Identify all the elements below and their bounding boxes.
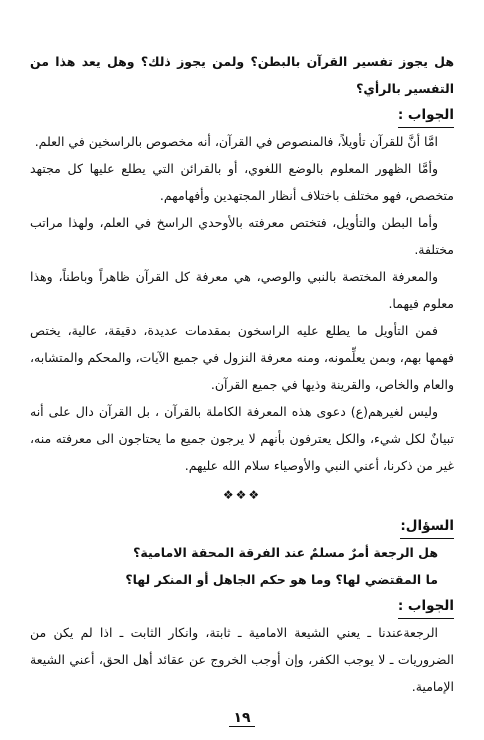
answer-1-paragraph-1: امَّا أنَّ للقرآن تأويلاً، فالمنصوص في القرآن، أنه مخصوص بالراسخين في العلم. <box>34 134 438 149</box>
answer-2-paragraph: الرجعةعندنا ـ يعني الشيعة الامامية ـ ثابتة، وانكار الثابت ـ اذا لم يكن من الضروريات ـ لا يوجب الكفر، وإن أوجب الخروج عن عقائد أهل الحق، أعني الشيعة الإمامية. <box>30 625 454 694</box>
answer-1-paragraph-6: وليس لغيرهم(ع) دعوى هذه المعرفة الكاملة بالقرآن ، بل القرآن دال على أنه تبيانٌ لكل شيء، والكل يعترفون بأنهم لا يرجون جميع ما يحتاجون الى معرفته منه، غير من ذكرنا، أعني النبي والأوصياء سلام الله عليهم. <box>30 404 454 473</box>
answer-2-label: الجواب : <box>398 595 454 619</box>
question-2-line-2: ما المقتضي لها؟ وما هو حكم الجاهل أو المنكر لها؟ <box>125 572 438 587</box>
answer-1-paragraph-4: والمعرفة المختصة بالنبي والوصي، هي معرفة كل القرآن ظاهراً وباطناً، وهذا معلوم فيهما. <box>30 269 454 311</box>
answer-1-paragraph-2: وأمَّا الظهور المعلوم بالوضع اللغوي، أو بالقرائن التي يطلع عليها كل مجتهد متخصص، فهو مختلف باختلاف أنظار المجتهدين وأفهامهم. <box>30 161 454 203</box>
answer-1-paragraph-5: فمن التأويل ما يطلع عليه الراسخون بمقدمات عديدة، دقيقة، عالية، يختص فهمها بهم، وبمن يعلِّمونه، ومنه معرفة النزول في جميع الآيات، والمحكم والمتشابه، والعام والخاص، والقرينة وذيها في جميع القرآن. <box>30 323 454 392</box>
answer-1-paragraph-3: وأما البطن والتأويل، فتختص معرفته بالأوحدي الراسخ في العلم، ولهذا مراتب مختلفة. <box>30 215 454 257</box>
answer-1-heading-row <box>30 102 454 128</box>
page-number-wrapper <box>0 710 484 726</box>
question-2-label: السؤال: <box>400 515 454 539</box>
question-2-heading-row <box>30 513 454 539</box>
answer-1-label: الجواب : <box>398 104 454 128</box>
answer-2-heading-row <box>30 593 454 619</box>
page-number: ١٩ <box>229 710 254 727</box>
section-separator: ❖❖❖ <box>222 488 262 502</box>
question-2-line-1: هل الرجعة أمرٌ مسلمٌ عند الفرقة المحقة الامامية؟ <box>133 545 438 560</box>
question-1-text: هل يجوز تفسير القرآن بالبطن؟ ولمن يجوز ذلك؟ وهل يعد هذا من التفسير بالرأي؟ <box>30 54 454 96</box>
